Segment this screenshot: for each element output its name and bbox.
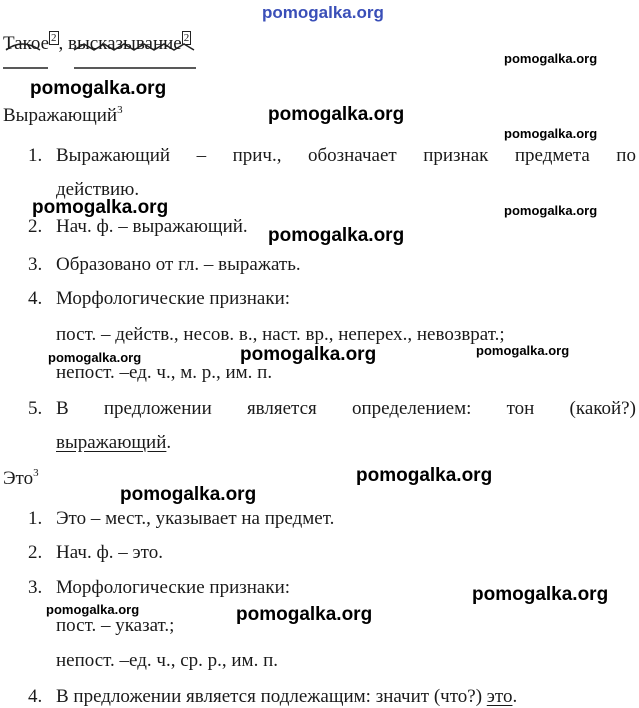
list-item-text: В предложении является подлежащим: значит (что?) это. — [56, 686, 518, 707]
watermark: pomogalka.org — [48, 350, 142, 365]
list-item-text — [56, 398, 636, 420]
word: по — [616, 145, 636, 166]
watermark: pomogalka.org — [268, 225, 405, 246]
watermark-top: pomogalka.org — [262, 3, 384, 22]
word: является — [246, 398, 317, 419]
watermark: pomogalka.org — [504, 203, 598, 218]
watermark: pomogalka.org — [120, 484, 257, 505]
word: предложении — [103, 398, 212, 419]
constant-features: пост. – указат.; — [56, 615, 175, 636]
word: В — [56, 398, 69, 419]
section-title: Выражающий$^3$ — [3, 103, 123, 126]
list-number: 2. — [28, 216, 43, 237]
word: прич., — [232, 145, 282, 166]
list-item-text — [56, 145, 636, 167]
word: – — [196, 145, 207, 166]
list-item-continuation: выражающий. — [56, 432, 172, 453]
watermark: pomogalka.org — [30, 78, 167, 99]
list-item-text: Нач. ф. – это. — [56, 542, 163, 563]
word: признак — [423, 145, 489, 166]
list-number: 3. — [28, 254, 43, 275]
watermark: pomogalka.org — [472, 584, 609, 605]
watermark: pomogalka.org — [504, 51, 598, 66]
sup: 2 — [51, 31, 57, 44]
list-number: 5. — [28, 398, 43, 419]
list-number: 2. — [28, 542, 43, 563]
watermark: pomogalka.org — [268, 104, 405, 125]
underlined-word: выражающий — [56, 432, 167, 453]
nonconstant-features: непост. –ед. ч., ср. р., им. п. — [56, 650, 278, 671]
heading-line: Такое $^2$ , высказывание $^2$ — [3, 31, 190, 54]
list-number: 4. — [28, 686, 43, 707]
word-vyskazyvanie: высказывание — [68, 33, 182, 54]
list-item-text: Это – мест., указывает на предмет. — [56, 508, 335, 529]
watermark: pomogalka.org — [32, 197, 169, 218]
word: тон — [506, 398, 535, 419]
section-title: Это$^3$ — [3, 466, 39, 489]
list-item-text: Образовано от гл. – выражать. — [56, 254, 301, 275]
word: обозначает — [307, 145, 397, 166]
list-item-text: Нач. ф. – выражающий. — [56, 216, 248, 237]
constant-features: пост. – действ., несов. в., наст. вр., неперех., невозврат.; — [56, 324, 505, 345]
list-number: 3. — [28, 577, 43, 598]
list-number: 1. — [28, 145, 43, 166]
word-takoe: Такое — [3, 33, 49, 54]
watermark: pomogalka.org — [46, 602, 140, 617]
nonconstant-features: непост. –ед. ч., м. р., им. п. — [56, 362, 273, 383]
watermark: pomogalka.org — [476, 343, 570, 358]
watermark: pomogalka.org — [504, 126, 598, 141]
word: определением: — [351, 398, 472, 419]
watermark: pomogalka.org — [236, 604, 373, 625]
sup: 2 — [183, 31, 190, 44]
list-number: 1. — [28, 508, 43, 529]
word: (какой?) — [569, 398, 636, 419]
list-item-text: Морфологические признаки: — [56, 577, 291, 598]
word: Выражающий — [56, 145, 171, 166]
underlined-word: это — [486, 686, 513, 707]
list-item-text: Морфологические признаки: — [56, 288, 291, 309]
word: предмета — [514, 145, 590, 166]
list-number: 4. — [28, 288, 43, 309]
watermark: pomogalka.org — [356, 465, 493, 486]
list-item-continuation: действию. — [56, 179, 140, 200]
watermark: pomogalka.org — [240, 344, 377, 365]
